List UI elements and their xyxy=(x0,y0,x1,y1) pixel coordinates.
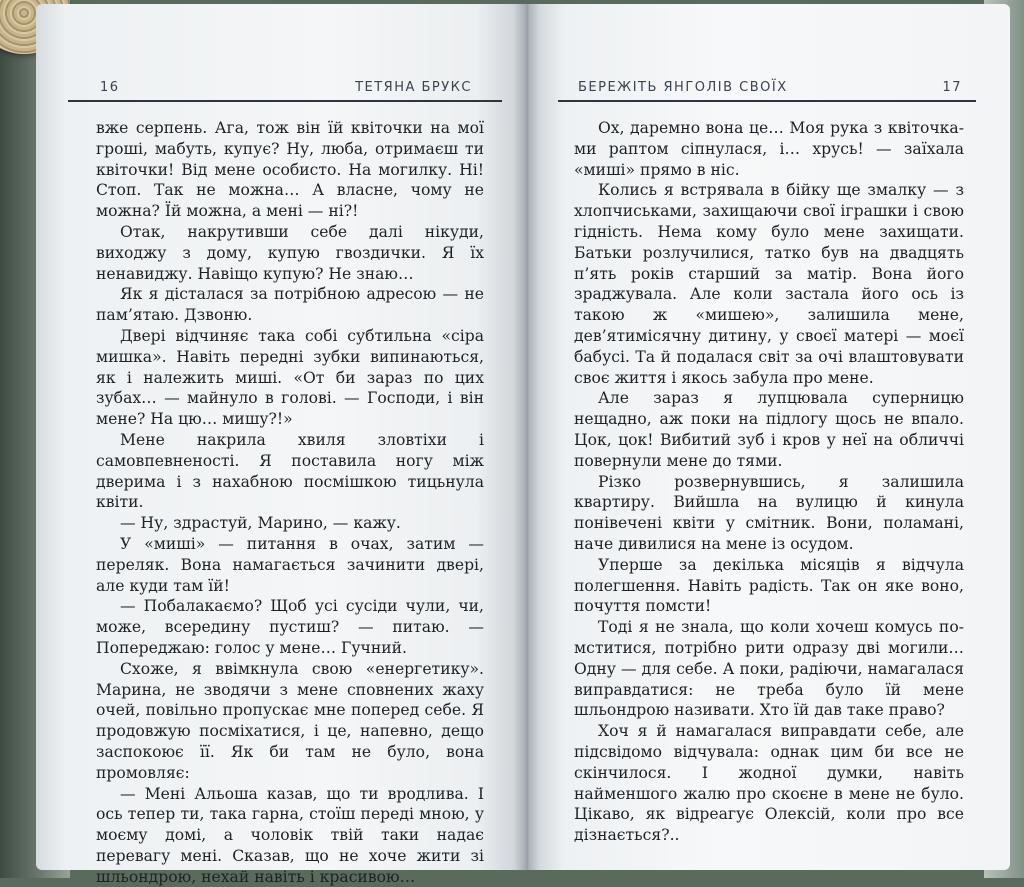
paragraph: Колись я встрявала в бійку ще змалку — з хлопчиськами, захищаючи свої іграшки і свою гідність. Нема кому було мене захищати. Батьки розлучилися, татко був на двадцять п’ять років старший за матір. Вона його зраджувала. Але коли застала його ось із такою ж «мишею», залишила мене, дев’ятимісячну дитину, у своєї матері — моєї бабусі. Та й подалася світ за очі влаштовувати своє життя і якось забула про мене. xyxy=(574,180,964,388)
paragraph: — Побалакаємо? Щоб усі сусіди чули, чи, може, всередину пустиш? — питаю. — Попереджаю: голос у мене… Гучний. xyxy=(96,596,484,658)
paragraph: — Ну, здрастуй, Марино, — кажу. xyxy=(96,513,484,534)
paragraph: Але зараз я лупцювала суперницю нещадно, аж поки на підлогу щось не впало. Цок, цок! Вибитий зуб і кров у неї на обличчі повернули мене до тями. xyxy=(574,388,964,471)
paragraph: Тоді я не знала, що коли хочеш комусь помститися, потрібно рити одразу дві могили… Одну — для себе. А поки, радіючи, намагалася виправдатися: не треба було їй мене шльондрою називати. Хто їй дав таке право? xyxy=(574,617,964,721)
left-running-head xyxy=(68,74,502,102)
right-page-number: 17 xyxy=(942,80,962,95)
paragraph: Хоч я й намагалася виправдати себе, але підсвідомо відчувала: однак цим би все не скінчилося. І жодної думки, навіть найменшого жалю про скоєне в мене не було. Цікаво, як відреагує Олексій, коли про все дізнається?.. xyxy=(574,721,964,846)
right-running-title: БЕРЕЖІТЬ ЯНГОЛІВ СВОЇХ xyxy=(578,80,788,95)
paragraph: вже серпень. Ага, тож він їй квіточки на мої гроші, мабуть, купує? Ну, люба, отримаєш ти квіточки! Від мене особисто. На могилку. Ні! Стоп. Так не можна… А власне, чому не можна? Їй можна, а мені — ні?! xyxy=(96,118,484,222)
open-book xyxy=(36,4,1010,870)
paragraph: Уперше за декілька місяців я відчула полегшення. Навіть радість. Так он яке воно, почуття помсти! xyxy=(574,555,964,617)
left-page-text xyxy=(96,118,484,887)
paragraph: Отак, накрутивши себе далі нікуди, виходжу з дому, купую гвоздички. Я їх ненавиджу. Навіщо купую? Не знаю… xyxy=(96,222,484,284)
right-running-head xyxy=(558,74,976,102)
paragraph: Ох, даремно вона це… Моя рука з квіточками раптом сіпнулася, і… хрусь! — заїхала «миші» прямо в ніс. xyxy=(574,118,964,180)
paragraph: Схоже, я ввімкнула свою «енергетику». Марина, не зводячи з мене сповнених жаху очей, повільно пропускає мне поперед себе. Я продовжую посміхатися, і це, напевно, дещо заспокоює її. Як би там не було, вона промовляє: xyxy=(96,659,484,784)
right-page-text xyxy=(574,118,964,846)
left-page-number: 16 xyxy=(100,80,120,95)
paragraph: У «миші» — питання в очах, затим — переляк. Вона намагається зачинити двері, але куди там їй! xyxy=(96,534,484,596)
paragraph: Мене накрила хвиля зловтіхи і самовпевненості. Я поставила ногу між дверима і з нахабною посмішкою тицьнула квіти. xyxy=(96,430,484,513)
paragraph: Як я дісталася за потрібною адресою — не пам’ятаю. Дзвоню. xyxy=(96,284,484,326)
left-page xyxy=(36,4,526,870)
paragraph: Двері відчиняє така собі субтильна «сіра мишка». Навіть передні зубки випинаються, як і належить миші. «От би зараз по цих зубах… — майнуло в голові. — Господи, і він мене? На цю… мишу?!» xyxy=(96,326,484,430)
paragraph: Різко розвернувшись, я залишила квартиру. Вийшла на вулицю й кинула понівечені квіти у смітник. Вони, поламані, наче дивилися на мене із осудом. xyxy=(574,472,964,555)
paragraph: — Мені Альоша казав, що ти вродлива. І ось тепер ти, така гарна, стоїш переді мною, у моєму домі, а чоловік твій таки надає перевагу мені. Сказав, що не хоче жити зі шльондрою, нехай навіть і красивою… xyxy=(96,784,484,887)
right-page xyxy=(526,4,1010,870)
left-running-title: ТЕТЯНА БРУКС xyxy=(355,80,472,95)
